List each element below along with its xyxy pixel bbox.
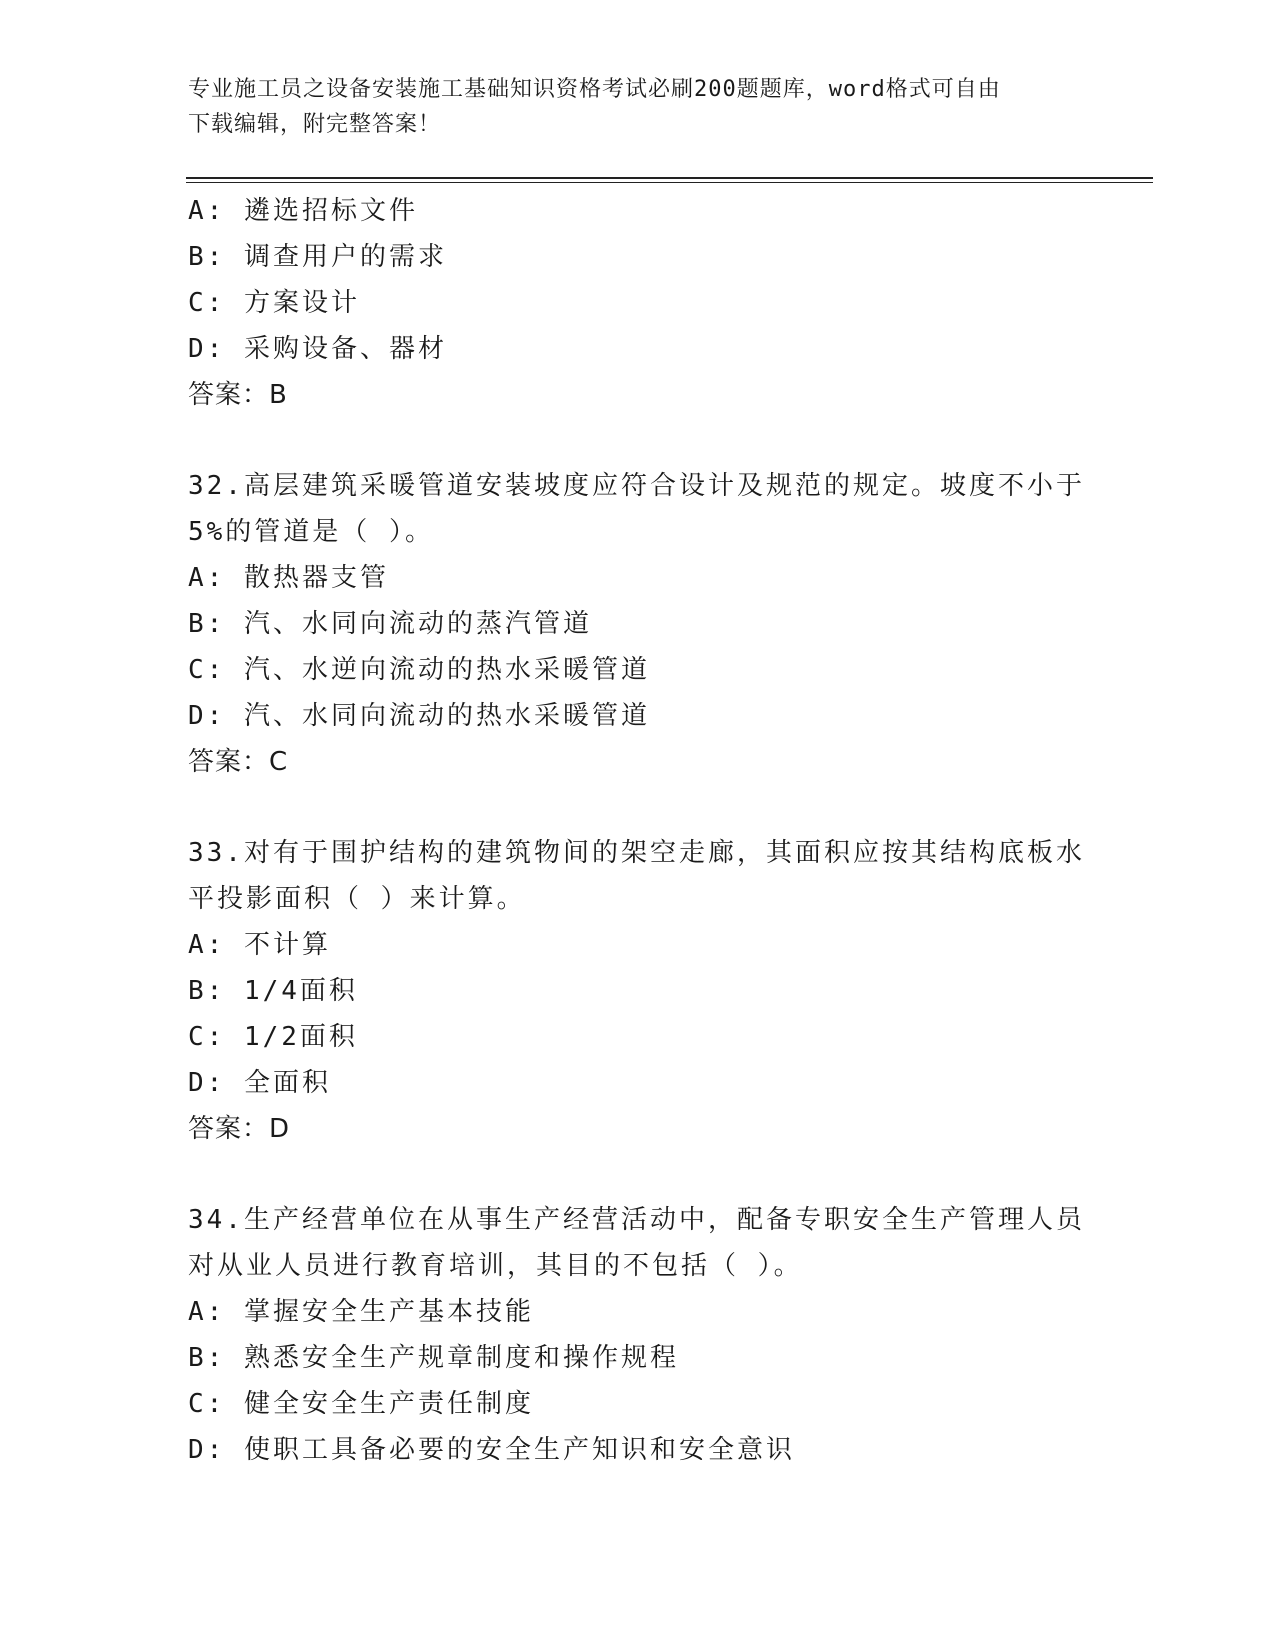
option-a: A: 掌握安全生产基本技能 [188,1297,534,1327]
option-c: C: 汽、水逆向流动的热水采暖管道 [188,655,650,685]
header-divider-thin [186,182,1153,183]
answer: 答案：D [188,1114,291,1144]
option-d: D: 汽、水同向流动的热水采暖管道 [188,701,650,731]
header-line-1: 专业施工员之设备安装施工基础知识资格考试必刷200题题库，word格式可自由 [188,77,1001,102]
question-text-line-1: 32.高层建筑采暖管道安装坡度应符合设计及规范的规定。坡度不小于 [188,471,1085,501]
option-a: A: 遴选招标文件 [188,196,418,226]
option-c: C: 健全安全生产责任制度 [188,1389,534,1419]
option-d: D: 采购设备、器材 [188,334,447,364]
header-divider-thick [186,177,1153,179]
document-header [188,72,1078,142]
option-d: D: 使职工具备必要的安全生产知识和安全意识 [188,1435,795,1465]
question-text-line-1: 33.对有于围护结构的建筑物间的架空走廊，其面积应按其结构底板水 [188,838,1085,868]
option-c: C: 1/2面积 [188,1022,358,1052]
question-34 [188,1197,1138,1473]
answer: 答案：B [188,380,288,410]
question-text-line-2: 5%的管道是（ ）。 [188,517,434,547]
option-b: B: 调查用户的需求 [188,242,447,272]
question-text-line-2: 对从业人员进行教育培训，其目的不包括（ ）。 [188,1251,803,1281]
option-a: A: 不计算 [188,930,331,960]
question-33 [188,830,1138,1152]
option-b: B: 熟悉安全生产规章制度和操作规程 [188,1343,679,1373]
question-text-line-1: 34.生产经营单位在从事生产经营活动中，配备专职安全生产管理人员 [188,1205,1085,1235]
option-d: D: 全面积 [188,1068,331,1098]
question-list [188,188,1138,1473]
option-b: B: 汽、水同向流动的蒸汽管道 [188,609,592,639]
option-b: B: 1/4面积 [188,976,358,1006]
question-text-line-2: 平投影面积（ ）来计算。 [188,884,526,914]
answer: 答案：C [188,747,289,777]
header-line-2: 下载编辑，附完整答案！ [188,112,442,137]
option-c: C: 方案设计 [188,288,360,318]
question-32 [188,463,1138,785]
question-31-options [188,188,1138,418]
option-a: A: 散热器支管 [188,563,389,593]
